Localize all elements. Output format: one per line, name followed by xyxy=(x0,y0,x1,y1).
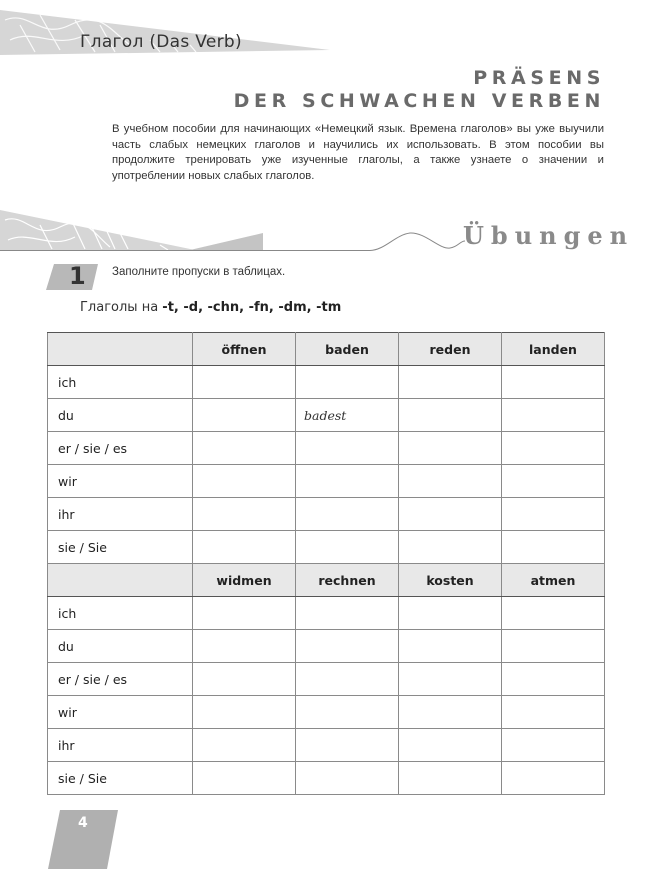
verb-header: rechnen xyxy=(296,564,399,597)
verb-header: atmen xyxy=(502,564,605,597)
pronoun-cell: er / sie / es xyxy=(48,663,193,696)
answer-cell[interactable] xyxy=(399,663,502,696)
subtitle-endings: -t, -d, -chn, -fn, -dm, -tm xyxy=(162,300,342,315)
answer-cell[interactable] xyxy=(399,399,502,432)
answer-cell[interactable] xyxy=(399,432,502,465)
intro-paragraph: В учебном пособии для начинающих «Немецкий язык. Времена глаголов» вы уже выучили часть слабых немецких глаголов и научились их использовать. В этом пособии вы продолжите тренировать уже изученные глаголы, а также узнаете о значении и употреблении новых слабых глаголов. xyxy=(112,123,604,182)
answer-cell[interactable] xyxy=(296,366,399,399)
answer-cell[interactable] xyxy=(502,630,605,663)
answer-cell[interactable] xyxy=(193,432,296,465)
answer-cell[interactable] xyxy=(399,597,502,630)
table-header-row xyxy=(48,333,605,366)
table-row xyxy=(48,663,605,696)
answer-cell[interactable] xyxy=(193,630,296,663)
pronoun-cell: du xyxy=(48,630,193,663)
exercise-number: 1 xyxy=(69,262,86,290)
verb-header: kosten xyxy=(399,564,502,597)
pronoun-cell: wir xyxy=(48,465,193,498)
answer-cell[interactable] xyxy=(193,498,296,531)
pronoun-cell: du xyxy=(48,399,193,432)
answer-cell[interactable] xyxy=(399,729,502,762)
answer-cell[interactable] xyxy=(502,498,605,531)
answer-cell[interactable] xyxy=(502,729,605,762)
verb-header: widmen xyxy=(193,564,296,597)
title-line-2: DER SCHWACHEN VERBEN xyxy=(233,90,605,112)
answer-cell[interactable] xyxy=(296,696,399,729)
answer-cell[interactable] xyxy=(502,531,605,564)
answer-cell[interactable] xyxy=(296,762,399,795)
pronoun-cell: ihr xyxy=(48,498,193,531)
answer-cell[interactable] xyxy=(296,597,399,630)
verb-header: landen xyxy=(502,333,605,366)
pronoun-cell: ich xyxy=(48,366,193,399)
answer-cell[interactable] xyxy=(193,399,296,432)
table-row xyxy=(48,465,605,498)
answer-cell[interactable] xyxy=(502,696,605,729)
page-number: 4 xyxy=(78,815,88,831)
answer-cell[interactable] xyxy=(193,366,296,399)
table-row xyxy=(48,498,605,531)
pronoun-cell: sie / Sie xyxy=(48,762,193,795)
answer-cell[interactable] xyxy=(193,663,296,696)
example-answer-cell[interactable]: badest xyxy=(296,399,399,432)
answer-cell[interactable] xyxy=(296,630,399,663)
answer-cell[interactable] xyxy=(502,762,605,795)
answer-cell[interactable] xyxy=(296,531,399,564)
answer-cell[interactable] xyxy=(502,663,605,696)
answer-cell[interactable] xyxy=(193,597,296,630)
pronoun-cell: er / sie / es xyxy=(48,432,193,465)
header-empty-cell xyxy=(48,564,193,597)
pronoun-cell: sie / Sie xyxy=(48,531,193,564)
table-row xyxy=(48,729,605,762)
exercise-instruction: Заполните пропуски в таблицах. xyxy=(112,266,286,278)
answer-cell[interactable] xyxy=(399,696,502,729)
answer-cell[interactable] xyxy=(193,531,296,564)
pronoun-cell: ich xyxy=(48,597,193,630)
answer-cell[interactable] xyxy=(502,366,605,399)
answer-cell[interactable] xyxy=(399,366,502,399)
section-title: Übungen xyxy=(463,221,635,250)
answer-cell[interactable] xyxy=(502,399,605,432)
table-row xyxy=(48,696,605,729)
chapter-title: Глагол (Das Verb) xyxy=(80,32,242,52)
table-row xyxy=(48,630,605,663)
answer-cell[interactable] xyxy=(399,531,502,564)
table-row xyxy=(48,762,605,795)
answer-cell[interactable] xyxy=(296,432,399,465)
table-row xyxy=(48,531,605,564)
table-row xyxy=(48,597,605,630)
answer-cell[interactable] xyxy=(193,465,296,498)
answer-cell[interactable] xyxy=(296,729,399,762)
answer-cell[interactable] xyxy=(502,432,605,465)
answer-cell[interactable] xyxy=(296,663,399,696)
page-title xyxy=(234,67,605,113)
verb-header: reden xyxy=(399,333,502,366)
title-line-1: PRÄSENS xyxy=(473,67,605,89)
answer-cell[interactable] xyxy=(399,630,502,663)
answer-cell[interactable] xyxy=(296,498,399,531)
verb-header: baden xyxy=(296,333,399,366)
verb-header: öffnen xyxy=(193,333,296,366)
answer-cell[interactable] xyxy=(193,696,296,729)
pronoun-cell: ihr xyxy=(48,729,193,762)
answer-cell[interactable] xyxy=(502,465,605,498)
answer-cell[interactable] xyxy=(193,762,296,795)
answer-cell[interactable] xyxy=(399,498,502,531)
answer-cell[interactable] xyxy=(502,597,605,630)
conjugation-table xyxy=(47,332,605,795)
table-row xyxy=(48,366,605,399)
table-row xyxy=(48,432,605,465)
pronoun-cell: wir xyxy=(48,696,193,729)
header-empty-cell xyxy=(48,333,193,366)
subtitle-prefix: Глаголы на xyxy=(80,300,163,315)
table-row xyxy=(48,399,605,432)
exercise-subtitle xyxy=(80,300,341,315)
answer-cell[interactable] xyxy=(399,465,502,498)
answer-cell[interactable] xyxy=(296,465,399,498)
answer-cell[interactable] xyxy=(193,729,296,762)
answer-cell[interactable] xyxy=(399,762,502,795)
table-header-row xyxy=(48,564,605,597)
